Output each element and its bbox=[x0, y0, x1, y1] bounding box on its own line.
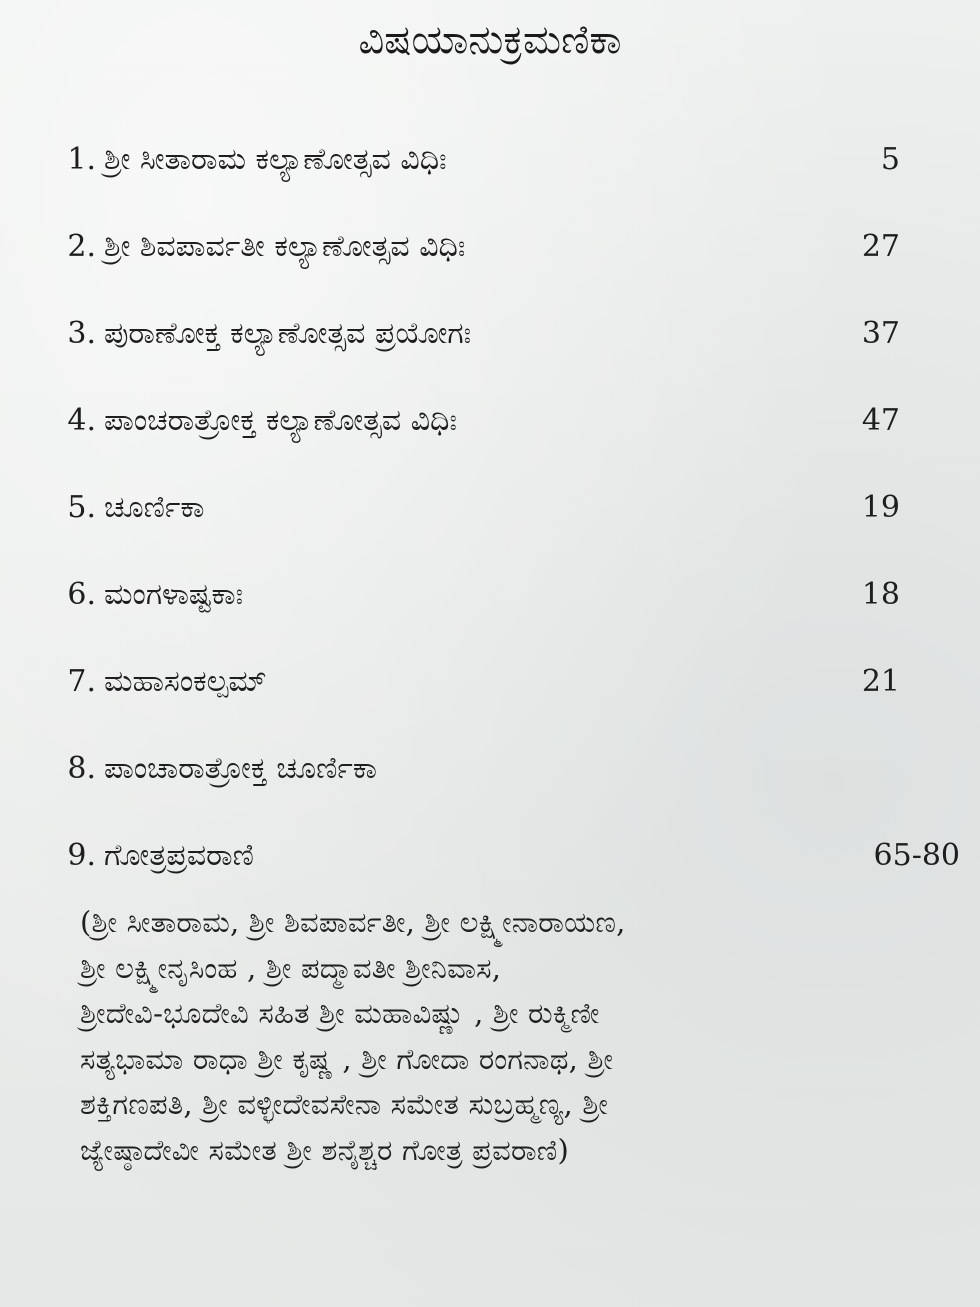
entry-number: 1. bbox=[67, 142, 96, 177]
entry-title: ಶ್ರೀ ಸೀತಾರಾಮ ಕಲ್ಯಾಣೋತ್ಸವ ವಿಧಿಃ bbox=[104, 142, 447, 177]
toc-entry-8 bbox=[60, 737, 960, 824]
deity-list-line: ಸತ್ಯಭಾಮಾ ರಾಧಾ ಶ್ರೀ ಕೃಷ್ಣ , ಶ್ರೀ ಗೋದಾ ರಂಗನಾಥ, ಶ್ರೀ bbox=[80, 1041, 614, 1076]
entry-number: 2. bbox=[67, 229, 96, 264]
entry-page-number: 27 bbox=[861, 229, 900, 264]
page-title: ವಿಷಯಾನುಕ್ರಮಣಿಕಾ bbox=[358, 17, 622, 63]
entry-page-number: 5 bbox=[880, 142, 900, 177]
entry-title: ಮಂಗಳಾಷ್ಟಕಾಃ bbox=[104, 577, 244, 612]
deity-list-line: ಶ್ರೀದೇವಿ-ಭೂದೇವಿ ಸಹಿತ ಶ್ರೀ ಮಹಾವಿಷ್ಣು , ಶ್ರೀ ರುಕ್ಮಿಣೀ bbox=[80, 996, 600, 1030]
entry-title: ಗೋತ್ರಪ್ರವರಾಣಿ bbox=[104, 838, 254, 873]
entry-number: 7. bbox=[67, 664, 96, 699]
entry-page-number: 19 bbox=[861, 490, 900, 525]
toc-entry-3 bbox=[60, 302, 960, 389]
toc-entry-9 bbox=[60, 824, 960, 911]
entry-number: 5. bbox=[67, 490, 96, 525]
entry-page-number: 21 bbox=[861, 664, 900, 699]
entry-number: 4. bbox=[67, 403, 96, 438]
deity-list-line: (ಶ್ರೀ ಸೀತಾರಾಮ, ಶ್ರೀ ಶಿವಪಾರ್ವತೀ, ಶ್ರೀ ಲಕ್ಷ್ಮೀನಾರಾಯಣ, bbox=[80, 905, 626, 939]
toc-entry-2 bbox=[60, 215, 960, 302]
entry-title: ಚೂರ್ಣಿಕಾ bbox=[104, 490, 205, 525]
table-of-contents bbox=[60, 128, 960, 911]
entry-page-number: 18 bbox=[861, 577, 900, 612]
entry-number: 6. bbox=[67, 577, 96, 612]
entry-page-number: 65-80 bbox=[873, 838, 960, 873]
toc-entry-7 bbox=[60, 650, 960, 737]
entry-page-number: 37 bbox=[861, 316, 900, 351]
entry-number: 3. bbox=[67, 316, 96, 351]
entry-title: ಪಾಂಚಾರಾತ್ರೋಕ್ತ ಚೂರ್ಣಿಕಾ bbox=[104, 751, 377, 786]
entry-number: 9. bbox=[67, 838, 96, 873]
toc-entry-4 bbox=[60, 389, 960, 476]
entry-title: ಮಹಾಸಂಕಲ್ಪಮ್ bbox=[104, 664, 267, 699]
entry-title: ಪಾಂಚರಾತ್ರೋಕ್ತ ಕಲ್ಯಾಣೋತ್ಸವ ವಿಧಿಃ bbox=[104, 403, 457, 438]
entry-number: 8. bbox=[67, 751, 96, 786]
gotra-deity-list bbox=[80, 900, 840, 1173]
deity-list-line: ಶಕ್ತಿಗಣಪತಿ, ಶ್ರೀ ವಳ್ಳೀದೇವಸೇನಾ ಸಮೇತ ಸುಬ್ರಹ್ಮಣ್ಯ, ಶ್ರೀ bbox=[80, 1087, 609, 1121]
deity-list-line: ಶ್ರೀ ಲಕ್ಷ್ಮೀನೃಸಿಂಹ , ಶ್ರೀ ಪದ್ಮಾವತೀ ಶ್ರೀನಿವಾಸ, bbox=[80, 950, 502, 985]
toc-entry-5 bbox=[60, 476, 960, 563]
toc-entry-6 bbox=[60, 563, 960, 650]
toc-entry-1 bbox=[60, 128, 960, 215]
entry-page-number: 47 bbox=[861, 403, 900, 438]
entry-title: ಪುರಾಣೋಕ್ತ ಕಲ್ಯಾಣೋತ್ಸವ ಪ್ರಯೋಗಃ bbox=[104, 316, 472, 351]
entry-title: ಶ್ರೀ ಶಿವಪಾರ್ವತೀ ಕಲ್ಯಾಣೋತ್ಸವ ವಿಧಿಃ bbox=[104, 229, 466, 264]
deity-list-line: ಜ್ಯೇಷ್ಠಾದೇವೀ ಸಮೇತ ಶ್ರೀ ಶನೈಶ್ಚರ ಗೋತ್ರ ಪ್ರವರಾಣಿ) bbox=[80, 1132, 570, 1167]
